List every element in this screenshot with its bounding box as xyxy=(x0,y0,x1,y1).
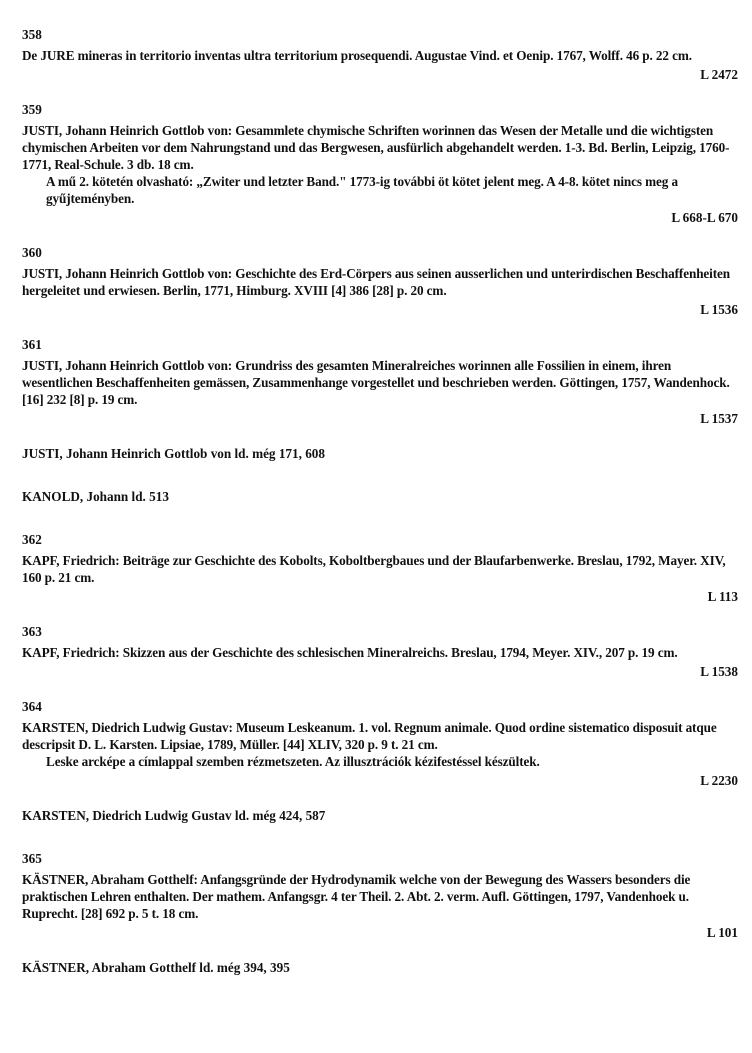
shelf-mark: L 1536 xyxy=(700,302,738,317)
shelf-mark: L 1538 xyxy=(700,664,738,679)
entry-number: 364 xyxy=(22,699,42,714)
entry-number: 363 xyxy=(22,624,42,639)
catalog-entry-360 xyxy=(22,244,738,318)
entry-description: KAPF, Friedrich: Skizzen aus der Geschichte des schlesischen Mineralreichs. Breslau, 1794, Meyer. XIV., 207 p. 19 cm. xyxy=(22,645,678,660)
catalog-entry-365 xyxy=(22,850,738,941)
entry-note: A mű 2. kötetén olvasható: „Zwiter und letzter Band." 1773-ig további öt kötet jelent meg. A 4-8. kötet nincs meg a gyűjteményben. xyxy=(46,174,678,206)
entry-number: 362 xyxy=(22,532,42,547)
cross-reference-kanold: KANOLD, Johann ld. 513 xyxy=(22,489,169,504)
entry-description: De JURE mineras in territorio inventas ultra territorium prosequendi. Augustae Vind. et Oenip. 1767, Wolff. 46 p. 22 cm. xyxy=(22,48,692,63)
entry-number: 359 xyxy=(22,102,42,117)
catalog-entry-364 xyxy=(22,698,738,789)
entry-description: JUSTI, Johann Heinrich Gottlob von: Gesammlete chymische Schriften worinnen das Wesen der Metalle und die wichtigsten chymischen Arbeiten vor dem Nahrungstand und das Bergwesen, ausfürlich abgehandelt werden. 1-3. Bd. Berlin, Leipzig, 1760-1771, Real-Schule. 3 db. 18 cm. xyxy=(22,123,730,172)
cross-reference-karsten: KARSTEN, Diedrich Ludwig Gustav ld. még 424, 587 xyxy=(22,808,326,823)
shelf-mark: L 668-L 670 xyxy=(671,210,738,225)
entry-note: Leske arcképe a címlappal szemben rézmetszeten. Az illusztrációk kézifestéssel készültek. xyxy=(46,754,540,769)
shelf-mark: L 2472 xyxy=(700,67,738,82)
catalog-page xyxy=(22,26,738,1002)
entry-description: JUSTI, Johann Heinrich Gottlob von: Grundriss des gesamten Mineralreiches worinnen alle Fossilien in einem, ihren wesentlichen Beschaffenheiten gemässen, Zusammenhange vorgestellet und beschrieben werden. Göttingen, 1757, Wandenhock. [16] 232 [8] p. 19 cm. xyxy=(22,358,730,407)
entry-description: JUSTI, Johann Heinrich Gottlob von: Geschichte des Erd-Cörpers aus seinen ausserlichen und unterirdischen Beschaffenheiten hergeleitet und erwiesen. Berlin, 1771, Himburg. XVIII [4] 386 [28] p. 20 cm. xyxy=(22,266,731,298)
shelf-mark: L 101 xyxy=(706,925,738,940)
catalog-entry-359 xyxy=(22,101,738,226)
catalog-entry-358 xyxy=(22,26,738,83)
catalog-entry-363 xyxy=(22,623,738,680)
entry-description: KÄSTNER, Abraham Gotthelf: Anfangsgründe der Hydrodynamik welche von der Bewegung des Wassers besonders die praktischen Lehren enthalten. Der mathem. Anfangsgr. 4 ter Theil. 2. Abt. 2. verm. Aufl. Göttingen, 1797, Vandenhoek u. Ruprecht. [28] 692 p. 5 t. 18 cm. xyxy=(22,872,691,921)
shelf-mark: L 1537 xyxy=(700,411,738,426)
entry-description: KARSTEN, Diedrich Ludwig Gustav: Museum Leskeanum. 1. vol. Regnum animale. Quod ordine sistematico disposuit atque descripsit D. L. Karsten. Lipsiae, 1789, Müller. [44] XLIV, 320 p. 9 t. 21 cm. xyxy=(22,720,717,752)
entry-number: 365 xyxy=(22,851,42,866)
entry-description: KAPF, Friedrich: Beiträge zur Geschichte des Kobolts, Koboltbergbaues und der Blaufarbenwerke. Breslau, 1792, Mayer. XIV, 160 p. 21 cm. xyxy=(22,553,726,585)
shelf-mark: L 113 xyxy=(707,589,738,604)
entry-number: 360 xyxy=(22,245,42,260)
shelf-mark: L 2230 xyxy=(700,773,738,788)
cross-reference-kastner: KÄSTNER, Abraham Gotthelf ld. még 394, 395 xyxy=(22,960,290,975)
entry-number: 358 xyxy=(22,27,42,42)
catalog-entry-361 xyxy=(22,336,738,427)
cross-reference-justi: JUSTI, Johann Heinrich Gottlob von ld. még 171, 608 xyxy=(22,446,325,461)
catalog-entry-362 xyxy=(22,531,738,605)
entry-number: 361 xyxy=(22,337,42,352)
